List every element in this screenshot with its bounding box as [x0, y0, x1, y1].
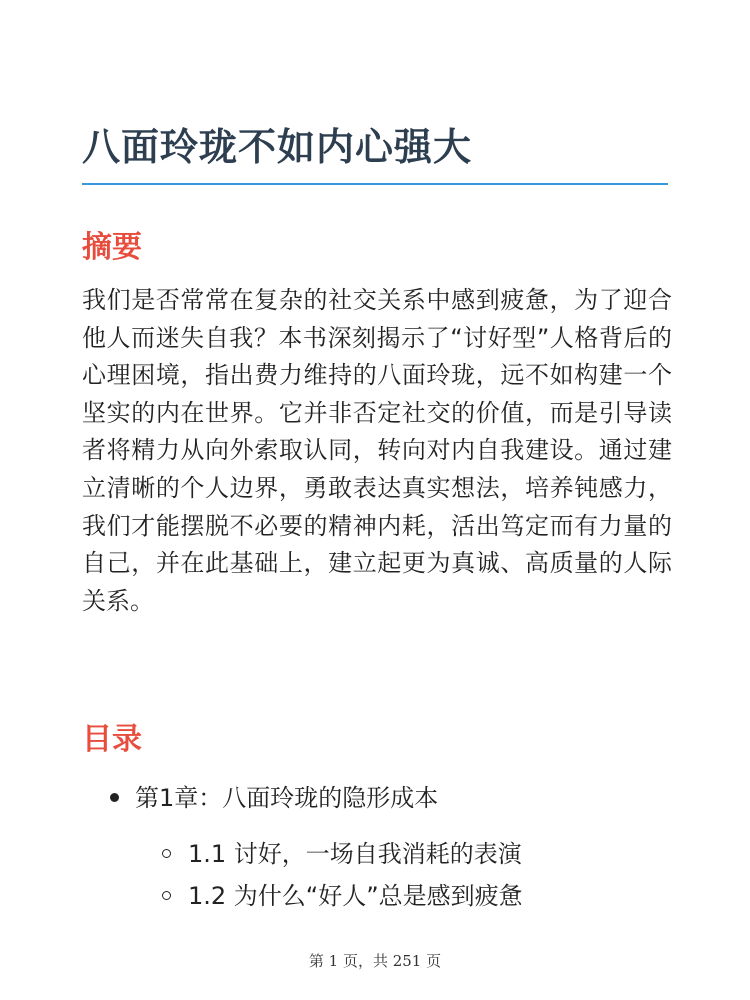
hollow-circle-bullet-icon	[162, 849, 171, 858]
toc-heading: 目录	[82, 722, 142, 757]
title-divider	[82, 183, 668, 185]
book-title: 八面玲珑不如内心强大	[82, 125, 473, 169]
abstract-heading: 摘要	[82, 230, 142, 265]
page-number-footer: 第 1 页，共 251 页	[308, 952, 442, 970]
toc-chapter-label: 第1章：八面玲珑的隐形成本	[135, 784, 439, 812]
hollow-circle-bullet-icon	[162, 891, 171, 900]
filled-disc-bullet-icon	[110, 793, 119, 802]
abstract-body: 我们是否常常在复杂的社交关系中感到疲惫，为了迎合他人而迷失自我？本书深刻揭示了“讨好型”人格背后的心理困境，指出费力维持的八面玲珑，远不如构建一个坚实的内在世界。它并非否定社交的价值，而是引导读者将精力从向外索取认同，转向对内自我建设。通过建立清晰的个人边界，勇敢表达真实想法，培养钝感力，我们才能摆脱不必要的精神内耗，活出笃定而有力量的自己，并在此基础上，建立起更为真诚、高质量的人际关系。	[82, 286, 672, 615]
toc-section-label: 1.1 讨好，一场自我消耗的表演	[188, 840, 522, 868]
toc-section-label: 1.2 为什么“好人”总是感到疲惫	[188, 882, 523, 910]
